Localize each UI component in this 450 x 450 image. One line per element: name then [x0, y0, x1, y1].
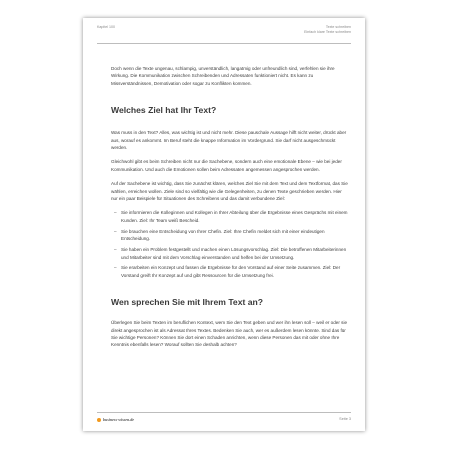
section-heading-audience: Wen sprechen Sie mit Ihrem Text an? — [111, 297, 264, 308]
document-page — [83, 18, 365, 431]
intro-paragraph: Doch wenn die Texte ungenau, schlampig, unverständlich, langatmig oder unfreundlich sind, verfehlen sie ihre Wirkung. Die Kommunikation zwischen Schreibenden und Adressaten funktioniert nicht. Es kann zu Missverständnissen, Demotivation oder sogar zu Konflikten kommen. — [111, 66, 335, 86]
goal-examples-list — [111, 209, 349, 279]
logo-dot-icon — [97, 418, 101, 422]
list-item-text: Sie haben ein Problem festgestellt und machen einen Lösungsvorschlag. Ziel: Die betroffenen Mitarbeiterinnen und Mitarbeiter sind mit dem Vorschlag einverstanden und helfen bei der Umsetzung. — [121, 247, 347, 260]
section-heading-goal: Welches Ziel hat Ihr Text? — [111, 105, 217, 116]
bullet-marker: – — [114, 210, 117, 216]
header-topic-line1: Texte schreiben — [325, 25, 351, 29]
page-header — [97, 25, 351, 44]
list-item-text: Sie informieren die Kolleginnen und Kollegen in Ihrer Abteilung über die Ergebnisse eines Gesprächs mit einem Kunden. Ziel: Ihr Team weiß Bescheid. — [121, 210, 348, 223]
audience-paragraph: Überlegen Sie beim Texten im beruflichen Kontext, wem Sie den Text geben und wer ihn lesen soll – weil er oder sie direkt angesprochen ist als Adressat Ihres Textes. Bedenken Sie auch, wer es außerdem lesen könnte. Sind das für Sie wichtige Personen? Können Sie dort einen Schaden anrichten, wenn diese Personen das mit oder ohne Ihre Kenntnis ebenfalls lesen? Worauf sollten Sie deshalb achten? — [111, 320, 348, 348]
page-number: Seite 3 — [339, 417, 351, 421]
page-footer — [97, 412, 351, 423]
list-item-text: Sie erarbeiten ein Konzept und fassen die Ergebnisse für den Vorstand auf einer Seite zusammen. Ziel: Der Vorstand greift Ihr Konzept auf und gibt Ressourcen für die Umsetzung frei. — [121, 265, 341, 278]
bullet-marker: – — [114, 228, 117, 234]
list-item — [111, 228, 349, 243]
chapter-label: Kapitel 100 — [97, 25, 115, 29]
publisher-logo — [97, 417, 134, 422]
header-topic — [304, 25, 351, 35]
goal-paragraph-2: Gleichwohl gibt es beim Schreiben nicht nur die Sachebene, sondern auch eine emotionale Ebene – wie bei jeder Kommunikation. Und auch die Emotionen sollen beim Adressaten angemessen angesprochen werden. — [111, 159, 342, 172]
list-item — [111, 246, 349, 261]
list-item-text: Sie brauchen eine Entscheidung von Ihrer Chefin. Ziel: Ihre Chefin meldet sich mit einer eindeutigen Entscheidung. — [121, 228, 325, 242]
list-item — [111, 209, 349, 224]
list-item — [111, 264, 349, 279]
page-body — [111, 65, 349, 356]
bullet-marker: – — [114, 265, 117, 271]
bullet-marker: – — [114, 247, 117, 253]
logo-text: business-wissen.de — [103, 417, 135, 422]
goal-paragraph-1: Was muss in den Text? Alles, was wichtig ist und nicht mehr. Diese pauschale Aussage hilft nicht weiter, drückt aber aus, worauf es ankommt. Im Beruf steht die knappe Information im Vordergrund. Sie darf nicht ausgeschmückt werden. — [111, 130, 347, 151]
header-topic-line2: Einfach klare Texte schreiben — [304, 30, 351, 34]
goal-paragraph-3: Auf der Sachebene ist wichtig, dass Sie zunächst klären, welches Ziel Sie mit dem Text und dem Textformat, das Sie wählen, erreichen wollen. Ziele sind so vielfältig wie die Gelegenheiten, zu denen Texte geschrieben werden. Hier nur ein paar Beispiele für Situationen des Schreibens und das damit verbundene Ziel: — [111, 181, 348, 202]
